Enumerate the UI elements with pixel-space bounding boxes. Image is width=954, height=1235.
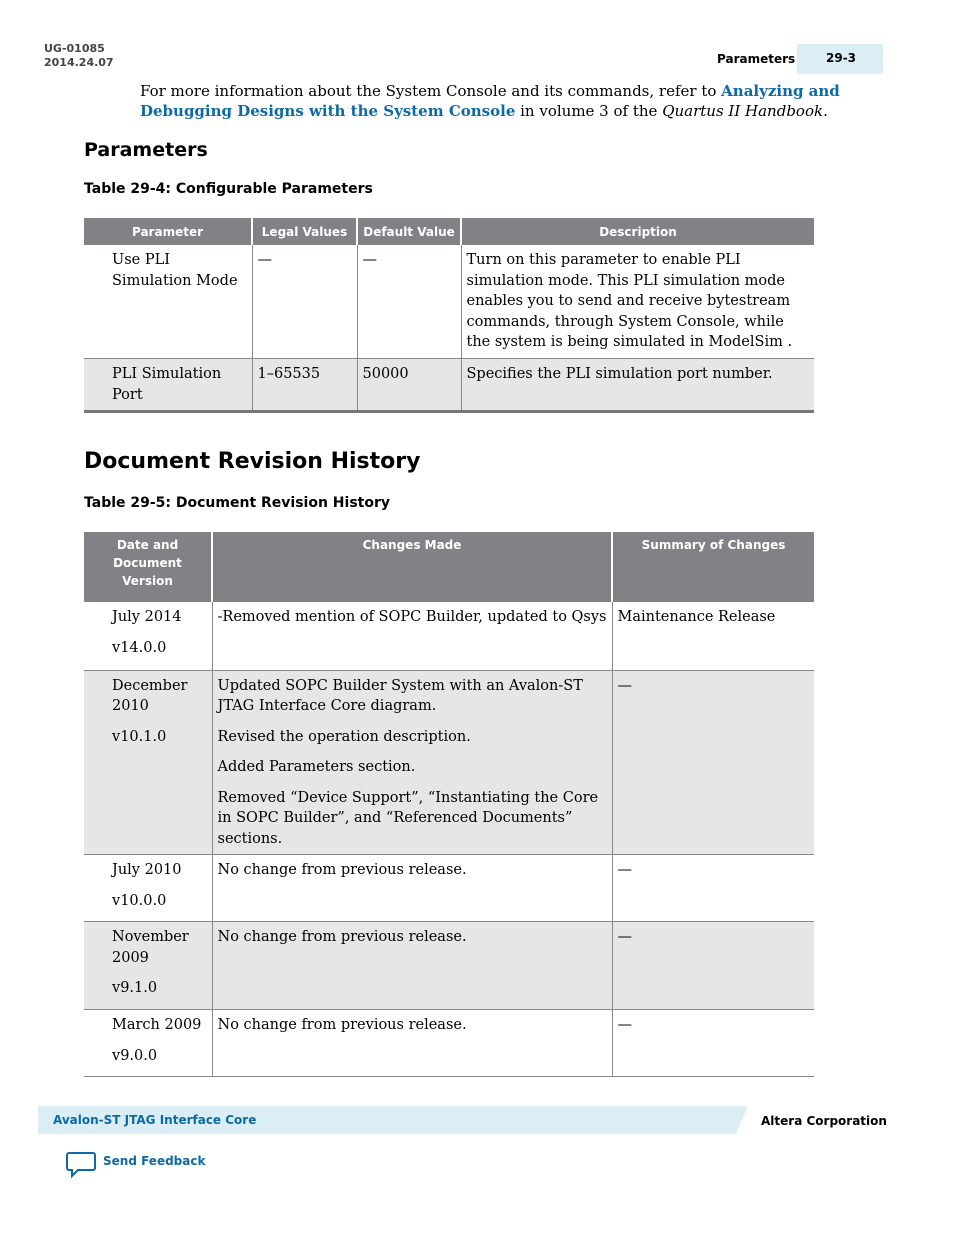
col-parameter: Parameter [84, 218, 252, 245]
table2-caption: Table 29-5: Document Revision History [84, 495, 390, 511]
revision-changes [212, 602, 612, 670]
table-header-row [84, 218, 814, 245]
col-default-value: Default Value [357, 218, 461, 245]
col-legal-values: Legal Values [252, 218, 357, 245]
feedback-icon[interactable] [66, 1150, 96, 1178]
intro-text-middle: in volume 3 of the [515, 101, 663, 120]
table-row [84, 855, 814, 922]
revision-date: July 2010 [112, 862, 182, 878]
revision-date: July 2014 [112, 609, 182, 625]
revision-summary: — [612, 855, 814, 922]
revision-version: v10.1.0 [112, 728, 167, 745]
intro-text-end: . [823, 101, 828, 120]
change-item: Removed “Device Support”, “Instantiating the Core in SOPC Builder”, and “Referenced Documents” sections. [217, 789, 599, 847]
revision-version: v10.0.0 [112, 892, 167, 909]
change-item: No change from previous release. [217, 1017, 467, 1033]
revision-date-cell [84, 602, 212, 670]
revision-changes [212, 922, 612, 1010]
revision-date: March 2009 [112, 1017, 202, 1033]
system-console-link[interactable]: Analyzing and Debugging Designs with the System Console [140, 82, 840, 120]
table-row [84, 670, 814, 855]
footer-document-title: Avalon-ST JTAG Interface Core [53, 1113, 257, 1127]
handbook-title: Quartus II Handbook [662, 101, 824, 120]
intro-text: For more information about the System Console and its commands, refer to [140, 82, 722, 100]
table-row [84, 602, 814, 670]
change-item: Revised the operation description. [217, 728, 471, 745]
revision-version: v14.0.0 [112, 639, 167, 656]
revision-changes [212, 855, 612, 922]
revision-summary: Maintenance Release [612, 602, 814, 670]
document-id [44, 42, 114, 70]
intro-paragraph [140, 82, 865, 121]
footer-company: Altera Corporation [761, 1114, 887, 1128]
revision-date-cell [84, 1010, 212, 1077]
revision-version: v9.0.0 [112, 1047, 158, 1064]
revision-summary: — [612, 922, 814, 1010]
revision-date-cell [84, 922, 212, 1010]
parameters-table [84, 218, 814, 413]
revision-changes [212, 670, 612, 855]
col-summary: Summary of Changes [612, 532, 814, 602]
revision-summary: — [612, 1010, 814, 1077]
change-item: Updated SOPC Builder System with an Avalon-ST JTAG Interface Core diagram. [217, 677, 583, 714]
revision-version: v9.1.0 [112, 980, 158, 996]
page-number: 29-3 [826, 51, 857, 65]
param-legal-values: 1–65535 [252, 359, 357, 412]
table-row [84, 245, 814, 359]
change-item: Added Parameters section. [217, 759, 416, 775]
col-changes: Changes Made [212, 532, 612, 602]
revision-history-heading: Document Revision History [84, 449, 421, 474]
table1-caption: Table 29-4: Configurable Parameters [84, 181, 373, 197]
param-default: 50000 [357, 359, 461, 412]
col-date-version: Date and Document Version [84, 532, 212, 602]
table-row [84, 1010, 814, 1077]
revision-date: December 2010 [112, 677, 188, 714]
param-description: Specifies the PLI simulation port number. [461, 359, 814, 412]
change-item: No change from previous release. [217, 862, 467, 878]
parameters-heading: Parameters [84, 139, 208, 161]
col-description: Description [461, 218, 814, 245]
revision-changes [212, 1010, 612, 1077]
doc-date: 2014.24.07 [44, 56, 114, 69]
doc-number: UG-01085 [44, 42, 105, 55]
revision-date: November 2009 [112, 929, 189, 966]
revision-date-cell [84, 670, 212, 855]
send-feedback-link[interactable]: Send Feedback [103, 1154, 206, 1168]
param-name: PLI Simulation Port [84, 359, 252, 412]
header-section-title: Parameters [717, 52, 796, 66]
revision-date-cell [84, 855, 212, 922]
table-header-row [84, 532, 814, 602]
change-item: -Removed mention of SOPC Builder, updated to Qsys [217, 609, 607, 625]
revision-summary: — [612, 670, 814, 855]
param-default: — [357, 245, 461, 359]
revision-history-table [84, 532, 814, 1077]
table-row [84, 359, 814, 412]
param-description: Turn on this parameter to enable PLI simulation mode. This PLI simulation mode enables you to send and receive bytestream commands, through System Console, while the system is being simulated in ModelSim . [461, 245, 814, 359]
param-name: Use PLI Simulation Mode [84, 245, 252, 359]
param-legal-values: — [252, 245, 357, 359]
change-item: No change from previous release. [217, 929, 467, 945]
table-row [84, 922, 814, 1010]
